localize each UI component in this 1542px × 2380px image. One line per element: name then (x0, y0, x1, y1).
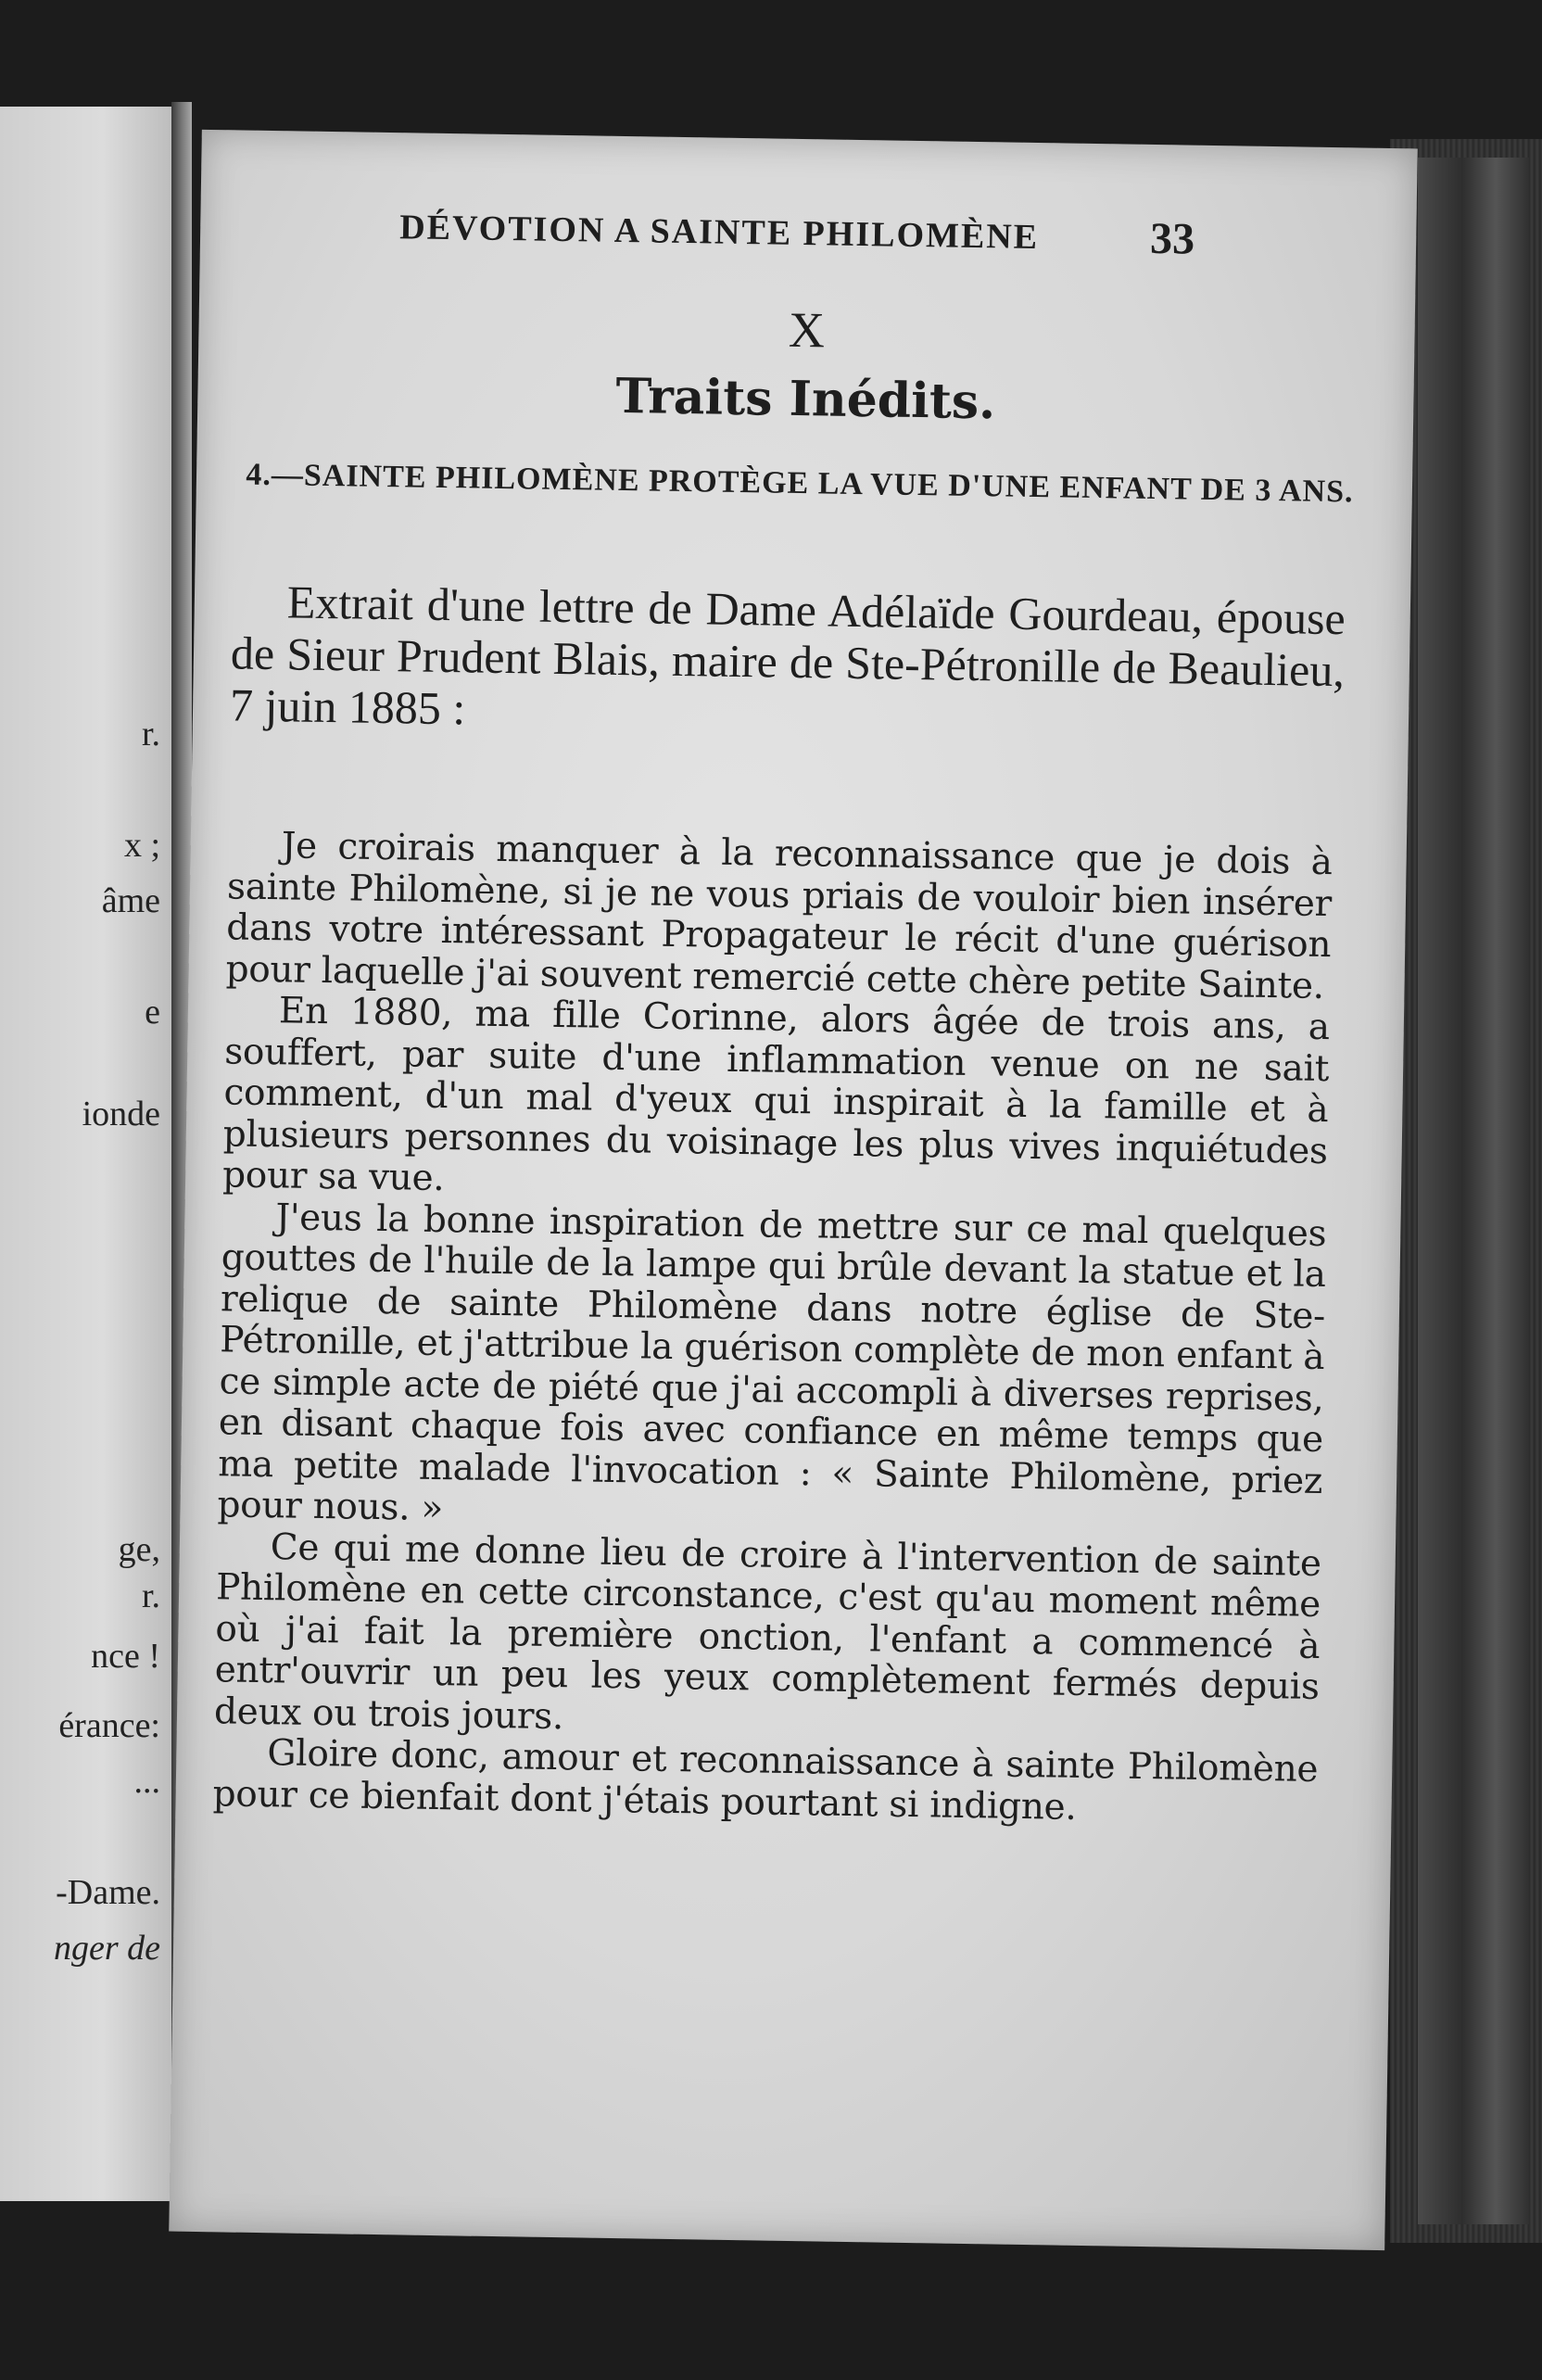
facing-text-line: érance: (58, 1706, 160, 1745)
facing-text-line: ... (133, 1762, 160, 1801)
paragraph: Ce qui me donne lieu de croire à l'intervention de sainte Philomène en cette circonstance, c'est qu'au moment même où j'ai fait la première onction, l'enfant a commencé à entr'ouvrir un peu les yeux complètement fermés depuis deux ou trois jours. (213, 1525, 1322, 1738)
chapter-number: X (788, 301, 826, 359)
facing-text-line: ionde (82, 1095, 160, 1133)
facing-text-line: ge, (118, 1530, 160, 1569)
page-number: 33 (1149, 213, 1195, 264)
facing-text-line: x ; (123, 826, 160, 865)
facing-text-line: nce ! (91, 1637, 160, 1676)
running-head (200, 204, 1417, 279)
facing-text-line: e (145, 993, 160, 1032)
facing-text-line: nger de (53, 1929, 160, 1968)
section-heading: 4.—SAINTE PHILOMÈNE PROTÈGE LA VUE D'UNE ENFANT DE 3 ANS. (246, 457, 1354, 510)
chapter-title: Traits Inédits. (614, 367, 996, 431)
running-title: DÉVOTION A SAINTE PHILOMÈNE (398, 208, 1040, 258)
facing-text-line: -Dame. (56, 1873, 160, 1912)
letter-body (212, 825, 1333, 1832)
paragraph: En 1880, ma fille Corinne, alors âgée de trois ans, a souffert, par suite d'une inflammation venue on ne sait comment, d'un mal d'yeux qui inspirait à la famille et à plusieurs personnes du voisinage les plus vives inquiétudes pour sa vue. (221, 990, 1331, 1200)
facing-text-line: âme (101, 881, 160, 920)
paragraph: J'eus la bonne inspiration de mettre sur ce mal quelques gouttes de l'huile de la lampe qui brûle devant la statue et la relique de sainte Philomène dans notre église de Ste-Pétronille, et j'attribue la guérison complète de mon enfant à ce simple acte de piété que j'ai accompli à diverses reprises, en disant chaque fois avec confiance en même temps que ma petite malade l'invocation : « Sainte Philomène, priez pour nous. » (217, 1196, 1327, 1530)
book-page (169, 130, 1417, 2250)
paragraph: Je croirais manquer à la reconnaissance que je dois à sainte Philomène, si je ne vous priais de vouloir bien insérer dans votre intéressant Propagateur le récit d'une guérison pour laquelle j'ai souvent remercié cette chère petite Sainte. (225, 825, 1333, 1007)
facing-text-line: r. (141, 715, 160, 753)
facing-page-fragment (0, 107, 171, 2201)
facing-text-line: r. (141, 1576, 160, 1615)
page-block-shadow (1418, 158, 1529, 2224)
letter-intro: Extrait d'une lettre de Dame Adélaïde Gourdeau, épouse de Sieur Prudent Blais, maire de Ste-Pétronille de Beaulieu, 7 juin 1885 : (229, 576, 1346, 735)
paragraph: Gloire donc, amour et reconnaissance à sainte Philomène pour ce bienfait dont j'étais pourtant si indigne. (212, 1732, 1319, 1829)
